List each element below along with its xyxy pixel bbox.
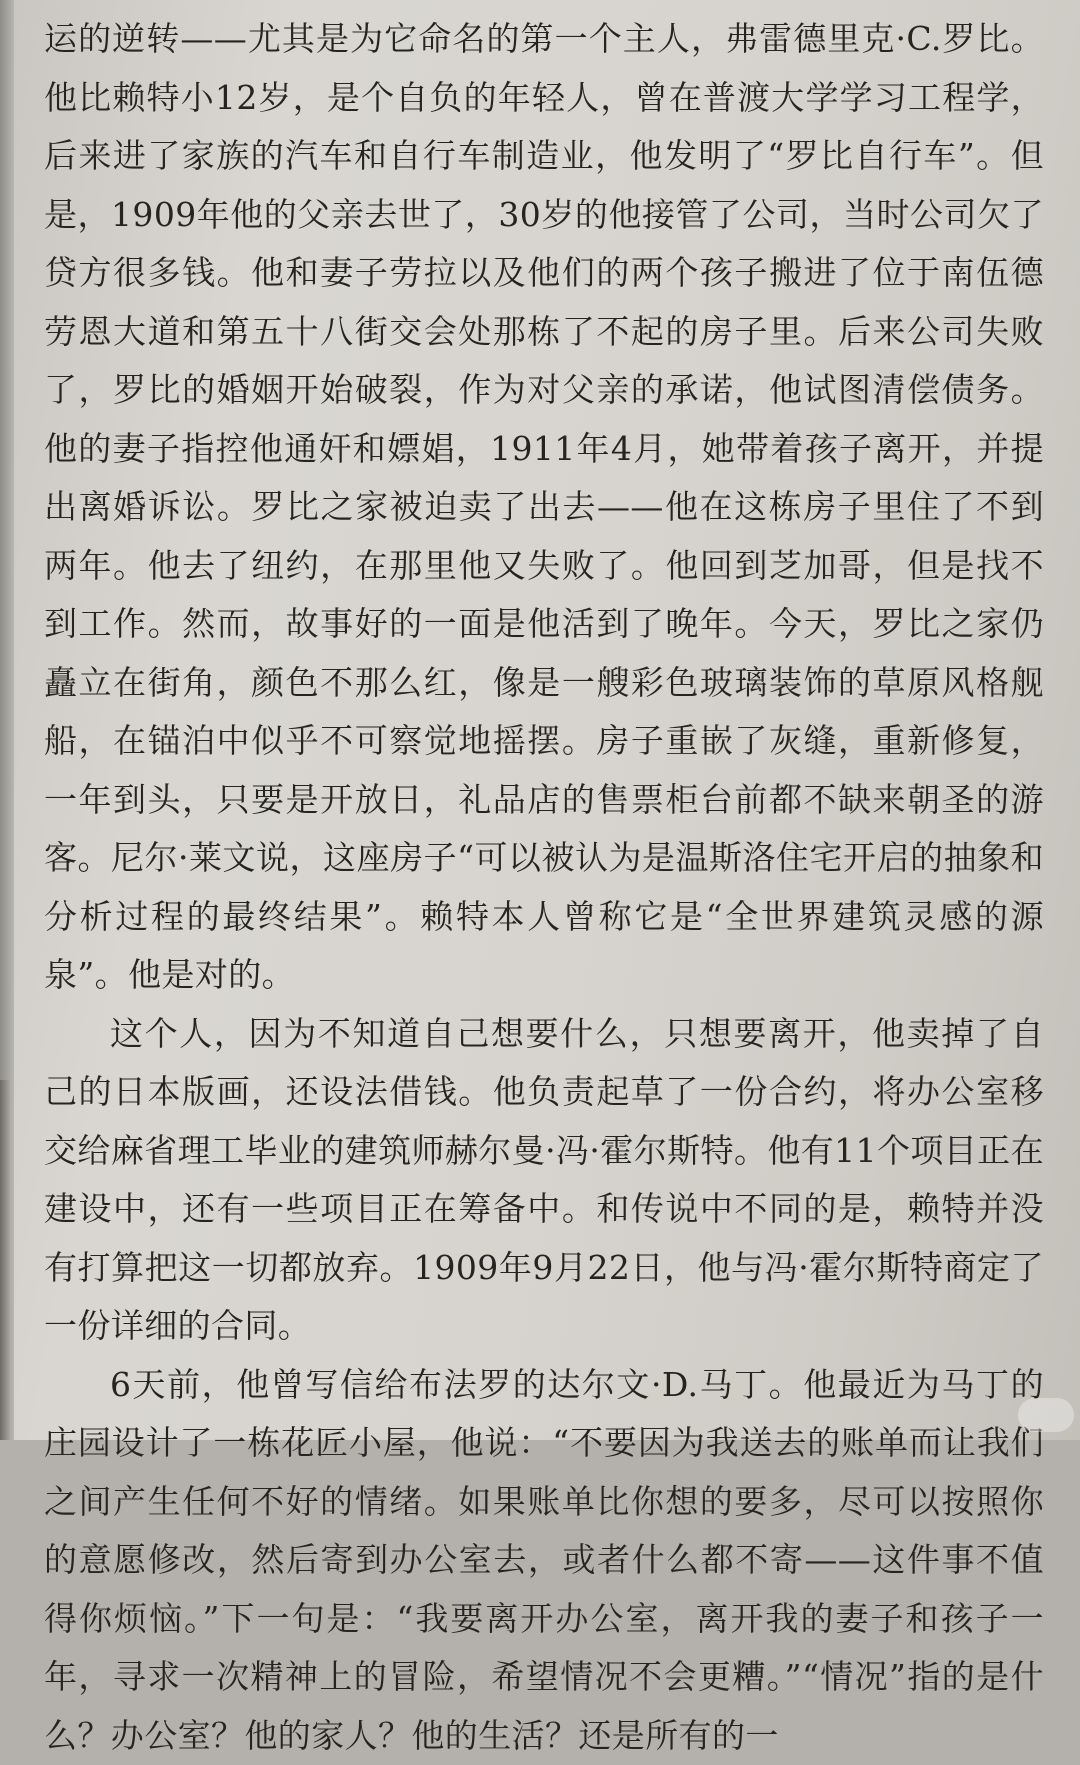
page-edge xyxy=(0,1080,10,1440)
watermark-badge xyxy=(1018,1398,1074,1432)
paragraph-3: 6天前，他曾写信给布法罗的达尔文·D.马丁。他最近为马丁的庄园设计了一栋花匠小屋，他说：“不要因为我送去的账单而让我们之间产生任何不好的情绪。如果账单比你想的要多，尽可以按照你的意愿修改，然后寄到办公室去，或者什么都不寄——这件事不值得你烦恼。”下一句是：“我要离开办公室，离开我的妻子和孩子一年，寻求一次精神上的冒险，希望情况不会更糟。”“情况”指的是什么？办公室？他的家人？他的生活？还是所有的一 xyxy=(44,1356,1044,1765)
paragraph-1: 运的逆转——尤其是为它命名的第一个主人，弗雷德里克·C.罗比。他比赖特小12岁，是个自负的年轻人，曾在普渡大学学习工程学，后来进了家族的汽车和自行车制造业，他发明了“罗比自行车”。但是，1909年他的父亲去世了，30岁的他接管了公司，当时公司欠了贷方很多钱。他和妻子劳拉以及他们的两个孩子搬进了位于南伍德劳恩大道和第五十八街交会处那栋了不起的房子里。后来公司失败了，罗比的婚姻开始破裂，作为对父亲的承诺，他试图清偿债务。他的妻子指控他通奸和嫖娼，1911年4月，她带着孩子离开，并提出离婚诉讼。罗比之家被迫卖了出去——他在这栋房子里住了不到两年。他去了纽约，在那里他又失败了。他回到芝加哥，但是找不到工作。然而，故事好的一面是他活到了晚年。今天，罗比之家仍矗立在街角，颜色不那么红，像是一艘彩色玻璃装饰的草原风格舰船，在锚泊中似乎不可察觉地摇摆。房子重嵌了灰缝，重新修复，一年到头，只要是开放日，礼品店的售票柜台前都不缺来朝圣的游客。尼尔·莱文说，这座房子“可以被认为是温斯洛住宅开启的抽象和分析过程的最终结果”。赖特本人曾称它是“全世界建筑灵感的源泉”。他是对的。 xyxy=(44,10,1044,1005)
body-text xyxy=(44,10,1044,1765)
paragraph-2: 这个人，因为不知道自己想要什么，只想要离开，他卖掉了自己的日本版画，还设法借钱。他负责起草了一份合约，将办公室移交给麻省理工毕业的建筑师赫尔曼·冯·霍尔斯特。他有11个项目正在建设中，还有一些项目正在筹备中。和传说中不同的是，赖特并没有打算把这一切都放弃。1909年9月22日，他与冯·霍尔斯特商定了一份详细的合同。 xyxy=(44,1005,1044,1356)
